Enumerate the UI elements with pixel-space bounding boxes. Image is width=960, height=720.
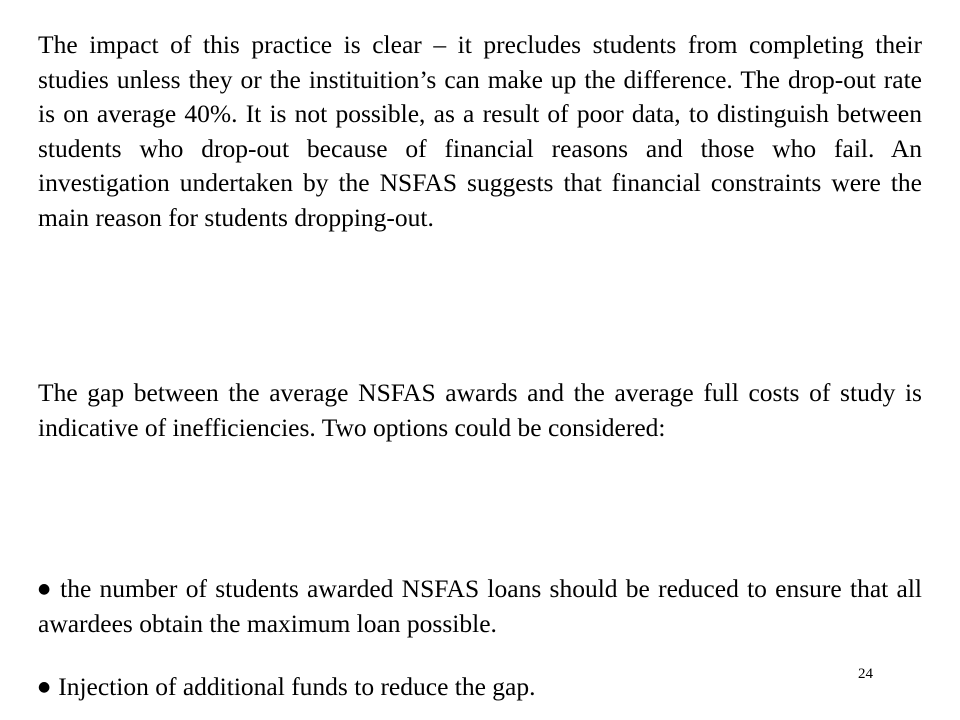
page-number: 24: [858, 666, 873, 682]
bullet-text: the number of students awarded NSFAS loans should be reduced to ensure that all awardees obtain the maximum loan possible.: [38, 574, 922, 638]
bullet-item-reduce-loans: [38, 572, 922, 641]
paragraph-funding-gap: The gap between the average NSFAS awards and the average full costs of study is indicative of inefficiencies. Two options could be considered:: [38, 378, 922, 442]
bullet-icon: ●: [38, 679, 51, 695]
bullet-icon: ●: [38, 581, 53, 597]
paragraph-dropout-impact: The impact of this practice is clear – it precludes students from completing their studies unless they or the instituition’s can make up the difference. The drop-out rate is on average 40%. It is not possible, as a result of poor data, to distinguish between students who drop-out because of financial reasons and those who fail. An investigation undertaken by the NSFAS suggests that financial constraints were the main reason for students dropping-out.: [38, 30, 922, 232]
bullet-text: Injection of additional funds to reduce the gap.: [58, 672, 536, 701]
bullet-item-additional-funds: [38, 670, 922, 705]
